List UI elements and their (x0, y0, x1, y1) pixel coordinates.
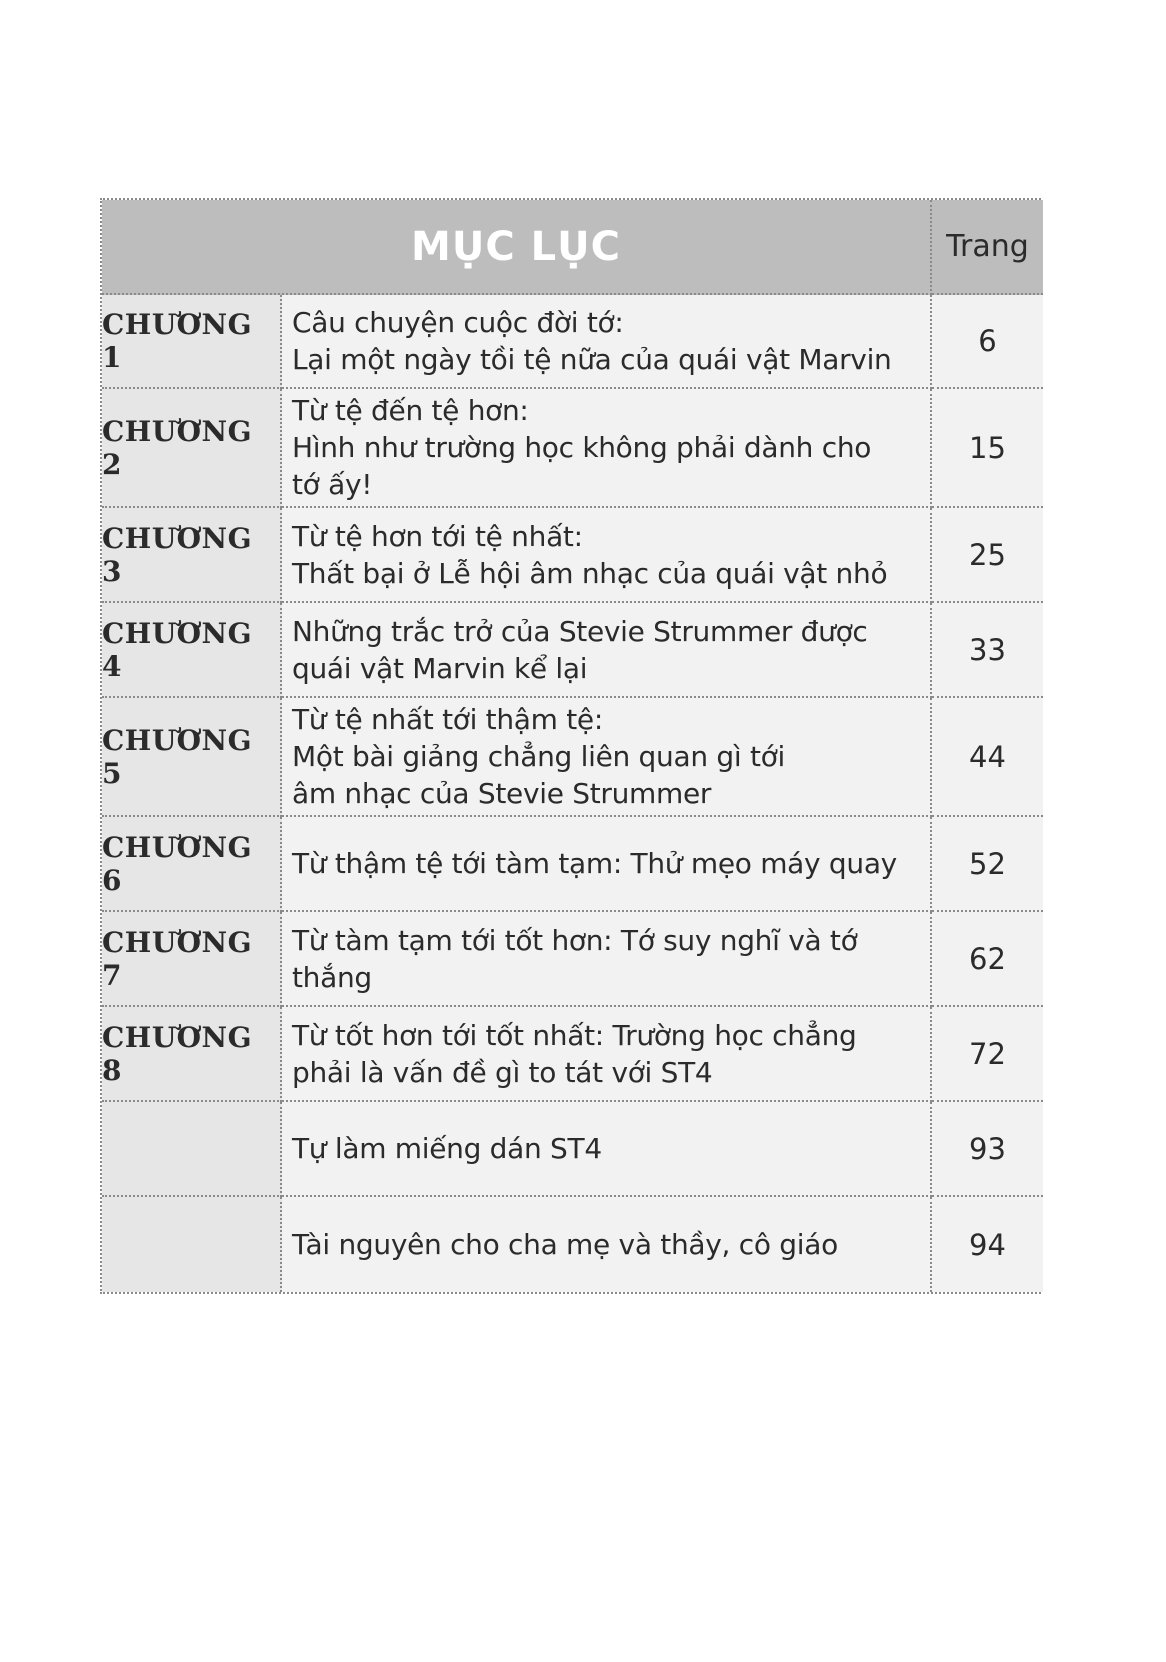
section-title[interactable]: Tài nguyên cho cha mẹ và thầy, cô giáo (282, 1197, 932, 1292)
chapter-title[interactable]: Từ tệ hơn tới tệ nhất: Thất bại ở Lễ hội âm nhạc của quái vật nhỏ (282, 508, 932, 603)
chapter-title[interactable]: Từ tệ đến tệ hơn: Hình như trường học không phải dành cho tớ ấy! (282, 389, 932, 508)
chapter-label: CHƯƠNG 3 (102, 508, 282, 603)
chapter-label: CHƯƠNG 4 (102, 603, 282, 698)
chapter-title[interactable]: Từ tệ nhất tới thậm tệ: Một bài giảng chẳng liên quan gì tới âm nhạc của Stevie Strummer (282, 698, 932, 817)
page-number: 52 (932, 817, 1043, 912)
chapter-label: CHƯƠNG 5 (102, 698, 282, 817)
page-column-heading: Trang (932, 200, 1043, 295)
chapter-label: CHƯƠNG 6 (102, 817, 282, 912)
chapter-title[interactable]: Từ thậm tệ tới tàm tạm: Thử mẹo máy quay (282, 817, 932, 912)
chapter-title[interactable]: Từ tàm tạm tới tốt hơn: Tớ suy nghĩ và tớ thắng (282, 912, 932, 1007)
page-number: 62 (932, 912, 1043, 1007)
chapter-label: CHƯƠNG 8 (102, 1007, 282, 1102)
chapter-label (102, 1197, 282, 1292)
table-of-contents (100, 198, 1041, 1294)
chapter-label: CHƯƠNG 2 (102, 389, 282, 508)
page-number: 6 (932, 295, 1043, 389)
page-number: 44 (932, 698, 1043, 817)
chapter-title[interactable]: Từ tốt hơn tới tốt nhất: Trường học chẳng phải là vấn đề gì to tát với ST4 (282, 1007, 932, 1102)
page-number: 72 (932, 1007, 1043, 1102)
toc-heading: MỤC LỤC (102, 200, 932, 295)
page-number: 25 (932, 508, 1043, 603)
chapter-title[interactable]: Câu chuyện cuộc đời tớ: Lại một ngày tồi tệ nữa của quái vật Marvin (282, 295, 932, 389)
page-number: 93 (932, 1102, 1043, 1197)
section-title[interactable]: Tự làm miếng dán ST4 (282, 1102, 932, 1197)
chapter-label (102, 1102, 282, 1197)
chapter-label: CHƯƠNG 1 (102, 295, 282, 389)
chapter-title[interactable]: Những trắc trở của Stevie Strummer được quái vật Marvin kể lại (282, 603, 932, 698)
page-number: 15 (932, 389, 1043, 508)
page-number: 33 (932, 603, 1043, 698)
page-number: 94 (932, 1197, 1043, 1292)
chapter-label: CHƯƠNG 7 (102, 912, 282, 1007)
